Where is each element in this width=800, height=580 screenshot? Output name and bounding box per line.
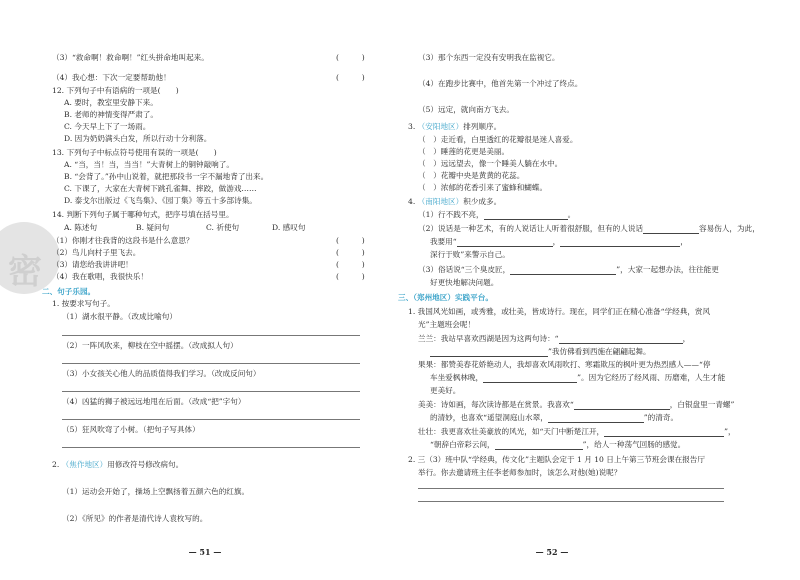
guoguo-line3: 更美好。: [430, 386, 461, 395]
meimei-line1: 美美：诗如画，每次读诗都是在赏景。我喜欢“ ，白银盘里一青螺”: [418, 400, 735, 409]
order-item-3: （ ）远远望去，像一个睡美人躺在水中。: [418, 159, 563, 168]
sec2-q2-prompt: 2. （焦作地区）用修改符号修改病句。: [52, 460, 184, 469]
q12-option-b: B. 老师的神情变得严肃了。: [64, 110, 158, 119]
rewrite-3: [62, 368, 260, 379]
guoguo-line1: 果果：都赞美春花娇艳动人，我却喜欢风雨吹打、寒霜欺压的枫叶更为热烈感人——“停: [418, 360, 711, 369]
fill-blank[interactable]: [484, 210, 568, 220]
answer-paren[interactable]: ( ): [336, 272, 365, 281]
rewrite-2: [62, 340, 238, 351]
q14-item-1: （1）你刚才往我背的这段书是什么意思？: [52, 236, 194, 245]
region-tag: （安阳地区）: [417, 122, 464, 131]
order-item-4: （ ）花瓣中央是黄黄的花蕊。: [418, 171, 525, 180]
q12-option-c: C. 今天早上下了一场雨。: [64, 122, 151, 131]
zhuangzhuang-line2: “朝辞白帝彩云间， ”，给人一种荡气回肠的感觉。: [430, 440, 686, 449]
order-item-2: （ ）睡莲的花更是美丽。: [418, 147, 510, 156]
q12-option-d: D. 因为奶奶满头白发，所以行动十分利落。: [64, 134, 212, 143]
fill-blank[interactable]: [495, 440, 583, 450]
q12-option-a: A. 要时，教室里安静下来。: [64, 98, 158, 107]
fix-sentence-2: （2）《所见》的作者是清代诗人袁枚写的。: [62, 514, 208, 523]
section-3-heading: 三、（郑州地区）实践平台。: [398, 293, 493, 302]
q14-option-c: C. 祈使句: [206, 223, 240, 232]
q14-prompt: 14. 判断下列句子属于哪种句式，把序号填在括号里。: [52, 210, 234, 219]
q14-item-3: （3）请您给我讲讲吧！: [52, 260, 133, 269]
fill-blank[interactable]: [559, 334, 683, 344]
answer-paren[interactable]: ( ): [336, 53, 365, 62]
q14-item-4: （4）我在歌唱，我很快乐！: [52, 272, 148, 281]
page-number: — 52 —: [535, 547, 569, 557]
answer-line[interactable]: [62, 419, 360, 420]
fill-blank[interactable]: [457, 237, 553, 247]
answer-line[interactable]: [62, 363, 360, 364]
zhuangzhuang-line1: 壮壮：我更喜欢壮美豪放的风光，如“天门中断楚江开， ”，: [418, 427, 736, 436]
q11-item-4: （4）我心想：下次一定要帮助他！: [52, 73, 171, 82]
q12-prompt: 12. 下列句子中有语病的一项是( ): [52, 86, 179, 95]
fix-sentence-3: （3）那个东西一定没有安明我在监视它。: [418, 53, 560, 62]
rewrite-2-text: （2）一阵风吹来，柳枝在空中摇摆。: [62, 341, 189, 350]
answer-line[interactable]: [62, 447, 360, 448]
fill-blank[interactable]: [548, 413, 644, 423]
fill-blank[interactable]: [430, 347, 548, 357]
page-number: — 51 —: [188, 547, 222, 557]
q14-item-2: （2）鸟儿向村子里飞去。: [52, 248, 141, 257]
q4-item-2-line1: （2）说话是一种艺术，有的人说话让人听着很舒服，但有的人说话 容易伤人，为此，: [418, 224, 760, 233]
fill-blank[interactable]: [604, 427, 724, 437]
rewrite-2-hint: （改成拟人句）: [188, 341, 238, 350]
q3-prompt: 3. （安阳地区）排列顺序。: [408, 122, 502, 131]
fix-sentence-1: （1）运动会开始了，操场上空飘扬着五颜六色的红旗。: [62, 487, 250, 496]
lanlan-line1: 兰兰：我站早喜欢西湖是因为这两句诗：“ ，: [418, 334, 691, 343]
fill-blank[interactable]: [643, 224, 699, 234]
fix-sentence-5: （5）远定，就向南方飞去。: [418, 105, 514, 114]
q4-item-2-line3: 深行于败”来警示自己。: [430, 250, 510, 259]
section-2-heading: 二、句子乐园。: [42, 287, 96, 296]
practice-1-line1: 1. 我国风光如画，或秀雅，或壮美，皆成诗行。现在，同学们正在精心准备“学经典，赏风: [408, 307, 711, 316]
meimei-line2: 的清妙，也喜欢“遥望洞庭山水翠， ”的清奇。: [430, 413, 679, 422]
fill-blank[interactable]: [510, 265, 616, 275]
right-page: [400, 0, 800, 580]
q4-item-2-line2: 我要用“ ， ，: [430, 237, 688, 246]
fill-blank[interactable]: [483, 373, 577, 383]
q4-item-3-line1: （3）俗话说“三个臭皮匠， ”，大家一起想办法，往往能更: [418, 265, 719, 274]
q13-option-b: B. “会背了。”孙中山说着，就把那段书一字不漏地背了出来。: [64, 172, 269, 181]
lanlan-line2: ”我仿佛看到西施在翩翩起舞。: [430, 346, 651, 357]
answer-paren[interactable]: ( ): [336, 236, 365, 245]
practice-1-line2: 光”主题班会呢！: [418, 320, 476, 329]
rewrite-5-text: （5）狂风吹弯了小树。: [62, 425, 143, 434]
answer-line[interactable]: [62, 391, 360, 392]
q11-item-3: （3）“救命啊！救命啊！”红头拼命地叫起来。: [52, 53, 209, 62]
q13-option-d: D. 泰戈尔出版过《飞鸟集》、《园丁集》等五十多部诗集。: [64, 196, 257, 205]
rewrite-1: [62, 311, 177, 322]
practice-2-line2: 举行。你去邀请班主任李老师参加时，该怎么对他(她)说呢？: [418, 468, 622, 477]
rewrite-3-text: （3）小女孩关心他人的品质值得我们学习。: [62, 369, 212, 378]
rewrite-5-hint: （把句子写具体）: [142, 425, 200, 434]
rewrite-1-text: （1）湖水很平静。: [62, 312, 128, 321]
rewrite-4-text: （4）凶猛的狮子被远远地甩在后面。: [62, 397, 189, 406]
answer-paren[interactable]: ( ): [336, 73, 365, 82]
rewrite-3-hint: （改成反问句）: [211, 369, 261, 378]
fill-blank[interactable]: [560, 237, 680, 247]
q14-option-b: B. 疑问句: [136, 223, 170, 232]
watermark-text: 密: [8, 252, 42, 292]
sec2-q1-prompt: 1. 按要求写句子。: [52, 299, 115, 308]
q13-option-c: C. 下课了，大家在大青树下跳孔雀舞、摔跤，做游戏……: [64, 184, 257, 193]
q4-prompt: 4. （南阳地区）积少成多。: [408, 197, 502, 206]
practice-2-line1: 2. 三（3）班中队“学经典，传文化”主题队会定于 1 月 10 日上午第三节班会课在报告厅: [408, 455, 705, 464]
q13-prompt: 13. 下列句子中标点符号使用有误的一项是( ): [52, 148, 217, 157]
q13-option-a: A. “当，当！当，当当！”大青树上的铜钟敲响了。: [64, 160, 234, 169]
q4-item-3-line2: 好更快地解决问题。: [430, 278, 499, 287]
fill-blank[interactable]: [574, 400, 670, 410]
answer-paren[interactable]: ( ): [336, 248, 365, 257]
q14-option-a: A. 陈述句: [64, 223, 98, 232]
guoguo-line2: 车坐爱枫林晚， ”。因为它经历了经风雨、历磨难，人生才能: [430, 373, 726, 382]
rewrite-4-hint: （改成“把”字句）: [188, 397, 246, 406]
rewrite-1-hint: （改成比喻句）: [127, 312, 177, 321]
rewrite-5: [62, 424, 200, 435]
region-tag: （南阳地区）: [417, 197, 464, 206]
answer-line[interactable]: [62, 335, 360, 336]
answer-paren[interactable]: ( ): [336, 260, 365, 269]
answer-line[interactable]: [418, 501, 724, 502]
q14-option-d: D. 感叹句: [272, 223, 306, 232]
order-item-1: （ ）走近看，白里透红的花瓣很是迷人喜爱。: [418, 135, 578, 144]
answer-line[interactable]: [418, 488, 724, 489]
region-tag: （焦作地区）: [61, 460, 108, 469]
order-item-5: （ ）浓郁的花香引来了蜜蜂和蝴蝶。: [418, 183, 548, 192]
rewrite-4: [62, 396, 245, 407]
q4-item-1: （1）行不践不亮， 。: [418, 210, 576, 219]
fix-sentence-4: （4）在跑步比赛中，他首先第一个冲过了终点。: [418, 79, 583, 88]
